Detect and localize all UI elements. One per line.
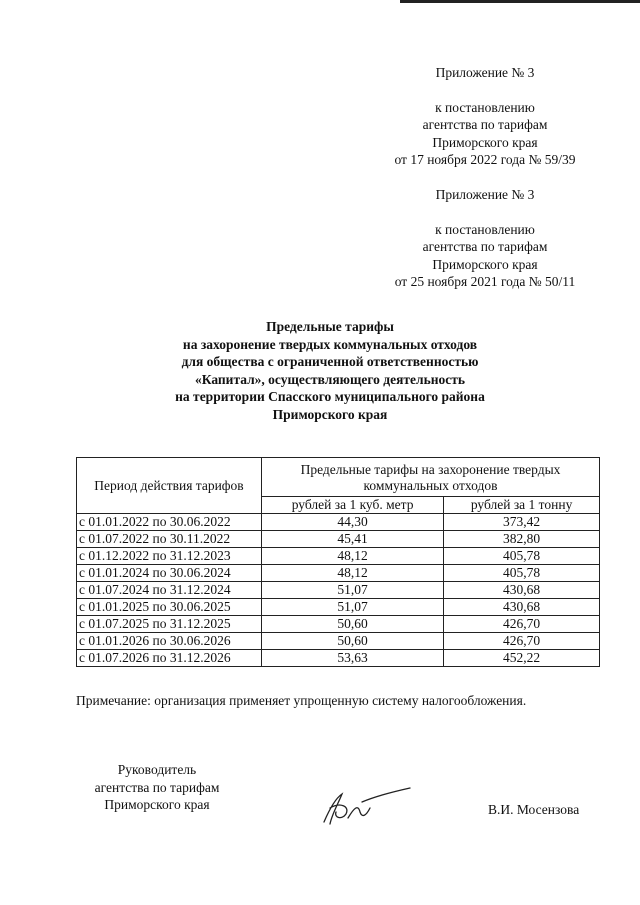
signer-line: Приморского края [104, 797, 210, 812]
column-header-per-m3: рублей за 1 куб. метр [262, 497, 444, 514]
title-line: Предельные тарифы [266, 319, 394, 334]
cell-per-ton: 382,80 [444, 531, 600, 548]
title-line: Приморского края [272, 406, 388, 422]
appendix-title: Приложение № 3 [435, 65, 535, 80]
table-row [77, 616, 600, 633]
table-row [77, 565, 600, 582]
cell-per-m3: 50,60 [262, 616, 444, 633]
cell-per-ton: 430,68 [444, 599, 600, 616]
table-row [77, 582, 600, 599]
appendix-header-current [380, 64, 590, 169]
column-header-per-ton: рублей за 1 тонну [444, 497, 600, 514]
appendix-line: агентства по тарифам [422, 117, 548, 132]
column-header-period: Период действия тарифов [77, 458, 262, 514]
cell-per-ton: 430,68 [444, 582, 600, 599]
cell-per-m3: 53,63 [262, 650, 444, 667]
cell-period: с 01.01.2025 по 30.06.2025 [77, 599, 262, 616]
table-row [77, 531, 600, 548]
cell-period: с 01.07.2024 по 31.12.2024 [77, 582, 262, 599]
table-row [77, 650, 600, 667]
cell-per-ton: 405,78 [444, 565, 600, 582]
column-header-tariffs: Предельные тарифы на захоронение твердых коммунальных отходов [262, 458, 600, 497]
cell-per-m3: 45,41 [262, 531, 444, 548]
cell-period: с 01.07.2026 по 31.12.2026 [77, 650, 262, 667]
appendix-header-previous [372, 186, 598, 291]
cell-per-ton: 452,22 [444, 650, 600, 667]
appendix-line: агентства по тарифам [422, 239, 548, 254]
cell-period: с 01.01.2024 по 30.06.2024 [77, 565, 262, 582]
appendix-line: от 17 ноября 2022 года № 59/39 [394, 152, 576, 167]
scan-edge-mark [400, 0, 640, 3]
title-line: «Капитал», осуществляющего деятельность [194, 371, 466, 387]
title-line: для общества с ограниченной ответственностью [181, 354, 479, 369]
cell-per-ton: 426,70 [444, 633, 600, 650]
title-line: на захоронение твердых коммунальных отходов [182, 336, 478, 352]
signer-name: В.И. Мосензова [488, 802, 580, 817]
signer-line: агентства по тарифам [94, 779, 220, 795]
tax-note: Примечание: организация применяет упрощенную систему налогообложения. [76, 693, 527, 708]
handwritten-signature [318, 782, 413, 832]
table-row [77, 633, 600, 650]
appendix-line: Приморского края [432, 256, 538, 272]
cell-per-m3: 51,07 [262, 599, 444, 616]
cell-period: с 01.07.2025 по 31.12.2025 [77, 616, 262, 633]
cell-per-m3: 44,30 [262, 514, 444, 531]
table-row [77, 514, 600, 531]
cell-period: с 01.12.2022 по 31.12.2023 [77, 548, 262, 565]
cell-per-ton: 373,42 [444, 514, 600, 531]
appendix-line: к постановлению [435, 99, 535, 115]
tariff-rows [77, 514, 600, 667]
cell-period: с 01.07.2022 по 30.11.2022 [77, 531, 262, 548]
cell-per-ton: 405,78 [444, 548, 600, 565]
tariff-table [76, 457, 600, 667]
document-title [120, 318, 540, 423]
cell-period: с 01.01.2026 по 30.06.2026 [77, 633, 262, 650]
cell-per-m3: 48,12 [262, 548, 444, 565]
appendix-title: Приложение № 3 [435, 187, 535, 202]
signer-line: Руководитель [117, 762, 197, 777]
appendix-line: Приморского края [432, 134, 538, 150]
title-line: на территории Спасского муниципального района [175, 389, 485, 404]
signer-position [82, 761, 232, 814]
table-row [77, 548, 600, 565]
cell-per-ton: 426,70 [444, 616, 600, 633]
cell-per-m3: 48,12 [262, 565, 444, 582]
cell-period: с 01.01.2022 по 30.06.2022 [77, 514, 262, 531]
cell-per-m3: 51,07 [262, 582, 444, 599]
appendix-line: от 25 ноября 2021 года № 50/11 [394, 274, 576, 289]
appendix-line: к постановлению [435, 221, 535, 237]
cell-per-m3: 50,60 [262, 633, 444, 650]
table-row [77, 599, 600, 616]
